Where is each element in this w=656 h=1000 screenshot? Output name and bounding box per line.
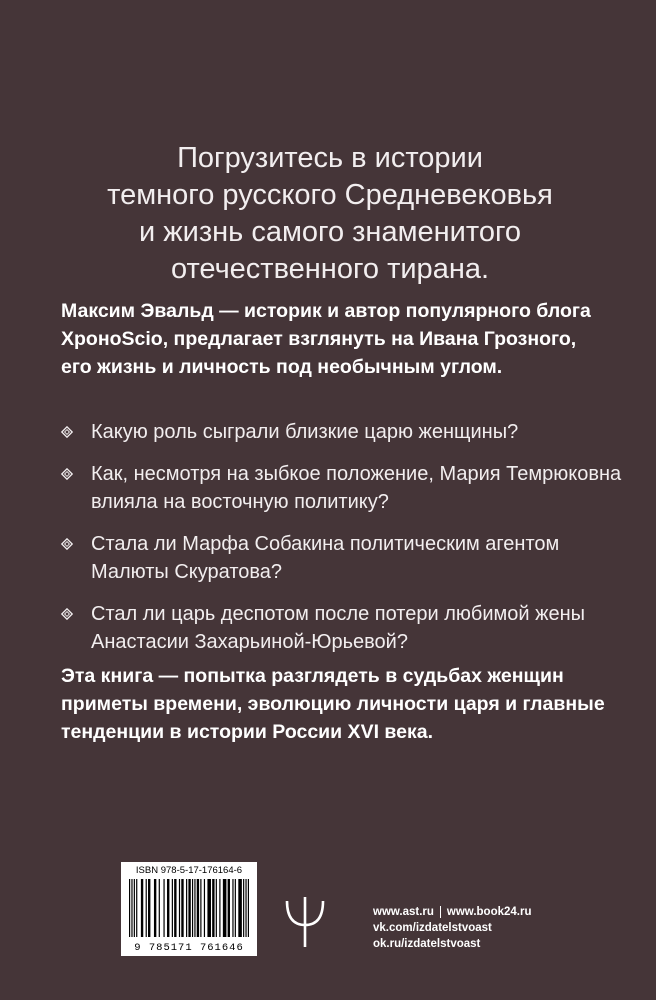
intro-line: его жизнь и личность под необычным углом.	[61, 356, 503, 378]
question-line: Какую роль сыграли близкие царю женщины?	[91, 421, 519, 443]
site-link-book24[interactable]: www.book24.ru	[446, 906, 532, 918]
barcode-bar	[174, 879, 176, 937]
ok-link[interactable]: ok.ru/izdatelstvoast	[373, 938, 481, 950]
barcode-digits: 9 785171 761646	[134, 942, 244, 954]
barcode-bar	[212, 879, 214, 937]
barcode-bar	[186, 879, 187, 937]
link-separator	[440, 906, 441, 918]
vk-link[interactable]: vk.com/izdatelstvoast	[373, 922, 492, 934]
conclusion-line: тенденции в истории России XVI века.	[61, 721, 434, 743]
barcode-bar	[167, 879, 169, 937]
barcode-bar	[194, 879, 195, 937]
question-item	[61, 600, 621, 656]
barcode-bar	[188, 879, 190, 937]
tagline-line: и жизнь самого знаменитого	[138, 216, 522, 248]
intro-line: Максим Эвальд — историк и автор популярного блога	[61, 300, 591, 322]
barcode-bar	[141, 879, 143, 937]
barcode-bar	[238, 879, 242, 937]
question-list	[61, 418, 621, 670]
diamond-bullet-icon	[61, 426, 73, 438]
question-item	[61, 530, 621, 586]
publisher-links	[373, 904, 531, 952]
barcode-bar	[235, 879, 236, 937]
barcode-bar	[172, 879, 173, 937]
tagline-line: темного русского Средневековья	[107, 179, 553, 211]
barcode-bar	[146, 879, 147, 937]
intro-paragraph	[61, 297, 601, 381]
barcode-bar	[148, 879, 150, 937]
barcode-bar	[154, 879, 156, 937]
question-item	[61, 460, 621, 516]
tagline-line: Погрузитесь в истории	[177, 142, 483, 174]
question-line: Стал ли царь деспотом после потери любимой жены	[91, 603, 586, 625]
barcode-bar	[197, 879, 199, 937]
barcode-bar	[248, 879, 249, 937]
barcode-bar	[228, 879, 230, 937]
barcode-bar	[134, 879, 135, 937]
barcode-bar	[136, 879, 137, 937]
barcode-bar	[243, 879, 244, 937]
diamond-bullet-icon	[61, 538, 73, 550]
question-line: Малюты Скуратова?	[91, 561, 283, 583]
barcode-bar	[181, 879, 183, 937]
barcode-bar	[131, 879, 132, 937]
site-link-ast[interactable]: www.ast.ru	[373, 906, 434, 918]
question-line: Как, несмотря на зыбкое положение, Мария Темрюковна	[91, 463, 622, 485]
question-line: Стала ли Марфа Собакина политическим агентом	[91, 533, 560, 555]
question-line: влияла на восточную политику?	[91, 491, 389, 513]
barcode-bar	[223, 879, 227, 937]
intro-line: ХроноScio, предлагает взглянуть на Ивана Грозного,	[61, 328, 577, 350]
psi-logo-icon	[283, 895, 327, 949]
tagline	[60, 140, 600, 288]
diamond-bullet-icon	[61, 468, 73, 480]
barcode-bar	[179, 879, 180, 937]
diamond-bullet-icon	[61, 608, 73, 620]
barcode-bar	[245, 879, 246, 937]
tagline-line: отечественного тирана.	[170, 253, 490, 285]
question-item	[61, 418, 621, 446]
barcode-bars	[127, 879, 251, 937]
conclusion-line: Эта книга — попытка разглядеть в судьбах женщин	[61, 665, 564, 687]
barcode-bar	[219, 879, 220, 937]
barcode-bar	[200, 879, 201, 937]
conclusion-paragraph	[61, 662, 605, 746]
barcode-bar	[207, 879, 211, 937]
isbn-number: ISBN 978-5-17-176164-6	[135, 865, 243, 876]
barcode-bar	[192, 879, 193, 937]
barcode-bar	[232, 879, 233, 937]
barcode-bar	[163, 879, 164, 937]
isbn-barcode	[121, 862, 257, 956]
barcode-bar	[129, 879, 130, 937]
barcode-bar	[216, 879, 217, 937]
question-line: Анастасии Захарьиной-Юрьевой?	[91, 631, 408, 653]
barcode-bar	[159, 879, 160, 937]
barcode-bar	[204, 879, 205, 937]
conclusion-line: приметы времени, эволюцию личности царя и главные	[61, 693, 605, 715]
